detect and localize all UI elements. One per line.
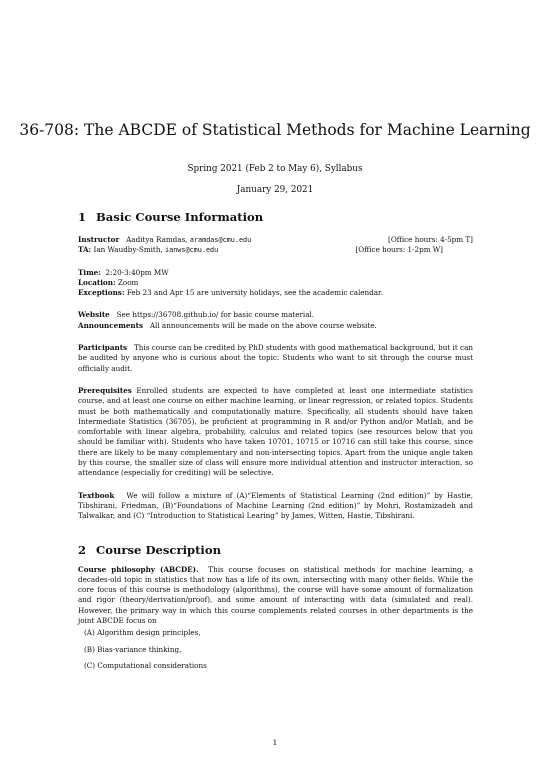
exceptions-value: Feb 23 and Apr 15 are university holidays, see the academic calendar.	[126, 288, 383, 298]
textbook-paragraph: Textbook We will follow a mixture of (A)“Elements of Statistical Learning (2nd edition)” by Hastie, Tibshirani, Friedman, (B)“Foundations of Machine Learning (2nd edition)” by Mohri, Rostamizadeh and Talwalkar, and (C) “Introduction to Statistical Learing” by James, Witten, Hastie, Tibshirani.	[78, 490, 473, 521]
paper-title: 36-708: The ABCDE of Statistical Methods for Machine Learning	[19, 121, 531, 139]
location-value: Zoom	[117, 277, 139, 287]
date-line: January 29, 2021	[236, 185, 314, 195]
instructor-email[interactable]: aramdas@cmu.edu	[189, 236, 252, 244]
website-block: Website See https://36708.github.io/ for basic course material. Announcements All announcements will be made on the above course website.	[78, 310, 377, 330]
instructor-office-hours: [Office hours: 4-5pm T]	[388, 235, 473, 244]
website-value[interactable]: See https://36708.github.io/ for basic course material.	[116, 310, 315, 320]
section-1-heading: 1 Basic Course Information	[78, 210, 264, 224]
philosophy-paragraph: Course philosophy (ABCDE). This course focuses on statistical methods for machine learning, a decades-old topic in statistics that now has a life of its own, intersecting with many other fields. While the core focus of this course is methodology (algorithms), the course will have some amount of formalization and rigor (theory/derivation/proof), and some amount of interacting with data (simulated and real). However, the primary way in which this course complements related courses in other departments is the joint ABCDE focus on	[78, 564, 473, 626]
ta-email[interactable]: ianws@cmu.edu	[165, 246, 219, 255]
list-item: (A) Algorithm design principles,	[84, 628, 201, 638]
time-value: 2:20-3:40pm MW	[105, 267, 169, 277]
main-content	[78, 209, 473, 677]
page-number: 1	[272, 738, 278, 747]
list-item: (C) Computational considerations	[84, 660, 207, 670]
term-line: Spring 2021 (Feb 2 to May 6), Syllabus	[187, 164, 363, 174]
abcde-list	[78, 628, 473, 671]
announcements-value: All announcements will be made on the above course website.	[149, 320, 377, 330]
ta-name: Ian Waudby-Smith,	[93, 245, 163, 255]
ta-office-hours: [Office hours: 1-2pm W]	[355, 245, 443, 255]
schedule-block: Time: 2:20-3:40pm MW Location: Zoom Exceptions: Feb 23 and Apr 15 are university holidays, see the academic calendar.	[78, 267, 383, 298]
instructor-row: Instructor Aaditya Ramdas, aramdas@cmu.edu [Office hours: 4-5pm T]	[78, 235, 473, 244]
ta-row: TA: Ian Waudby-Smith, ianws@cmu.edu [Office hours: 1-2pm W]	[78, 245, 443, 255]
participants-paragraph: Participants This course can be credited by PhD students with good mathematical background, but it can be audited by anyone who is curious about the topic. Students who want to sit through the course must officially audit.	[78, 343, 473, 373]
prerequisites-paragraph: Prerequisites Enrolled students are expected to have completed at least one intermediate statistics course, and at least one course on either machine learning, or linear regression, or related topics. Students must be both mathematically and computationally mature. Specifically, all students should have taken Intermediate Statistics (36705), be proficient at programming in R and/or Python and/or Matlab, and be comfortable with linear algebra, probability, calculus and related topics (see resources below that you should be familiar with). Students who have taken 10701, 10715 or 10716 can still take this course, since there are likely to be many complementary and non-intersecting topics. Apart from the unique angle taken by this course, the smaller size of class will ensure more individual attention and instructor interaction, so attendance (especially for crediting) will be selective.	[78, 385, 473, 478]
list-item: (B) Bias-variance thinking,	[84, 644, 182, 654]
instructor-name: Aaditya Ramdas,	[126, 235, 188, 244]
section-2-heading: 2 Course Description	[78, 542, 221, 557]
